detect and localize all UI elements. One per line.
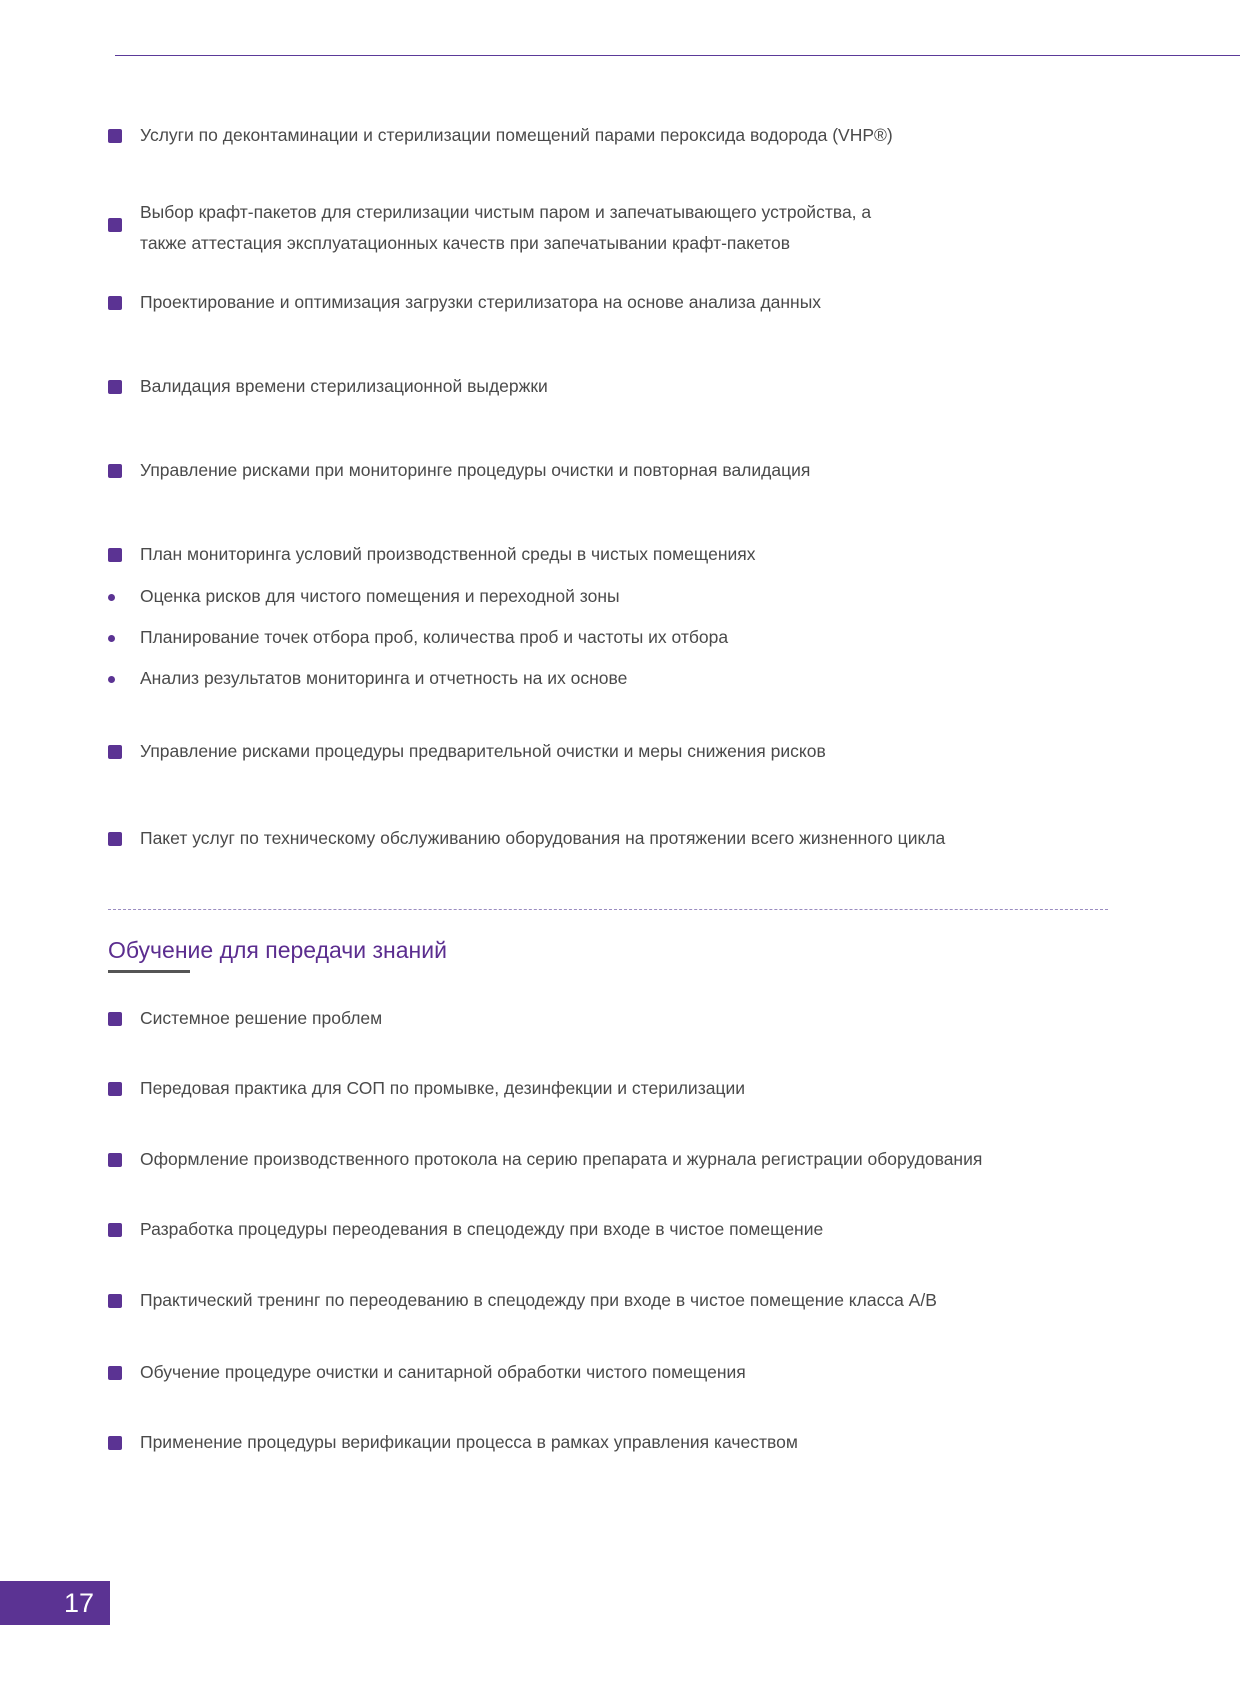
square-bullet-icon [108, 832, 122, 846]
sub-list-item [108, 663, 1158, 694]
list-item-text: Услуги по деконтаминации и стерилизации помещений парами пероксида водорода (VHP®) [140, 125, 893, 145]
list-item-text: Оформление производственного протокола на серию препарата и журнала регистрации оборудования [140, 1149, 983, 1169]
list-item-text: Управление рисками при мониторинге процедуры очистки и повторная валидация [140, 460, 811, 480]
square-bullet-icon [108, 464, 122, 478]
section-divider [108, 909, 1108, 910]
square-bullet-icon [108, 1153, 122, 1167]
list-item [108, 1285, 1158, 1316]
list-item-text: Применение процедуры верификации процесса в рамках управления качеством [140, 1432, 798, 1452]
list-item-text: Проектирование и оптимизация загрузки стерилизатора на основе анализа данных [140, 292, 822, 312]
square-bullet-icon [108, 380, 122, 394]
square-bullet-icon [108, 1366, 122, 1380]
list-item-text: Оценка рисков для чистого помещения и переходной зоны [140, 586, 620, 606]
dot-bullet-icon [108, 676, 115, 683]
square-bullet-icon [108, 1012, 122, 1026]
list-item [108, 287, 1158, 318]
list-item-text: Обучение процедуре очистки и санитарной обработки чистого помещения [140, 1362, 746, 1382]
list-item-text: Системное решение проблем [140, 1008, 383, 1028]
list-item [108, 120, 1158, 151]
page-number-badge [0, 1581, 110, 1625]
list-item [108, 371, 1158, 402]
list-item [108, 539, 1158, 570]
list-item [108, 1357, 1158, 1388]
list-item [108, 823, 1158, 854]
square-bullet-icon [108, 1082, 122, 1096]
heading-underline [108, 970, 190, 973]
list-item [108, 736, 1158, 767]
sub-list-item [108, 622, 1158, 653]
list-item-text: Выбор крафт-пакетов для стерилизации чистым паром и запечатывающего устройства, а также аттестация эксплуатационных качеств при запечатывании крафт-пакетов [140, 202, 872, 253]
square-bullet-icon [108, 129, 122, 143]
list-item-text: Разработка процедуры переодевания в спецодежду при входе в чистое помещение [140, 1219, 824, 1239]
section-heading: Обучение для передачи знаний [108, 937, 447, 963]
square-bullet-icon [108, 1294, 122, 1308]
dot-bullet-icon [108, 635, 115, 642]
square-bullet-icon [108, 1436, 122, 1450]
list-item [108, 455, 1158, 486]
square-bullet-icon [108, 296, 122, 310]
list-item-text: План мониторинга условий производственной среды в чистых помещениях [140, 544, 756, 564]
list-item-text: Практический тренинг по переодеванию в спецодежду при входе в чистое помещение класса A/B [140, 1290, 937, 1310]
list-item [108, 1427, 1158, 1458]
list-item-text: Управление рисками процедуры предварительной очистки и меры снижения рисков [140, 741, 826, 761]
list-item-text: Анализ результатов мониторинга и отчетность на их основе [140, 668, 628, 688]
square-bullet-icon [108, 548, 122, 562]
list-item-text: Планирование точек отбора проб, количества проб и частоты их отбора [140, 627, 729, 647]
list-item-text: Валидация времени стерилизационной выдержки [140, 376, 548, 396]
list-item-text: Передовая практика для СОП по промывке, дезинфекции и стерилизации [140, 1078, 746, 1098]
square-bullet-icon [108, 745, 122, 759]
list-item [108, 197, 1158, 259]
square-bullet-icon [108, 218, 122, 232]
list-item [108, 1003, 1158, 1034]
list-item-text: Пакет услуг по техническому обслуживанию оборудования на протяжении всего жизненного цикла [140, 828, 946, 848]
list-item [108, 1144, 1158, 1175]
page-number: 17 [64, 1588, 95, 1618]
square-bullet-icon [108, 1223, 122, 1237]
list-item [108, 1214, 1158, 1245]
top-divider [115, 55, 1240, 56]
sub-list-item [108, 581, 1158, 612]
dot-bullet-icon [108, 594, 115, 601]
list-item [108, 1073, 1158, 1104]
